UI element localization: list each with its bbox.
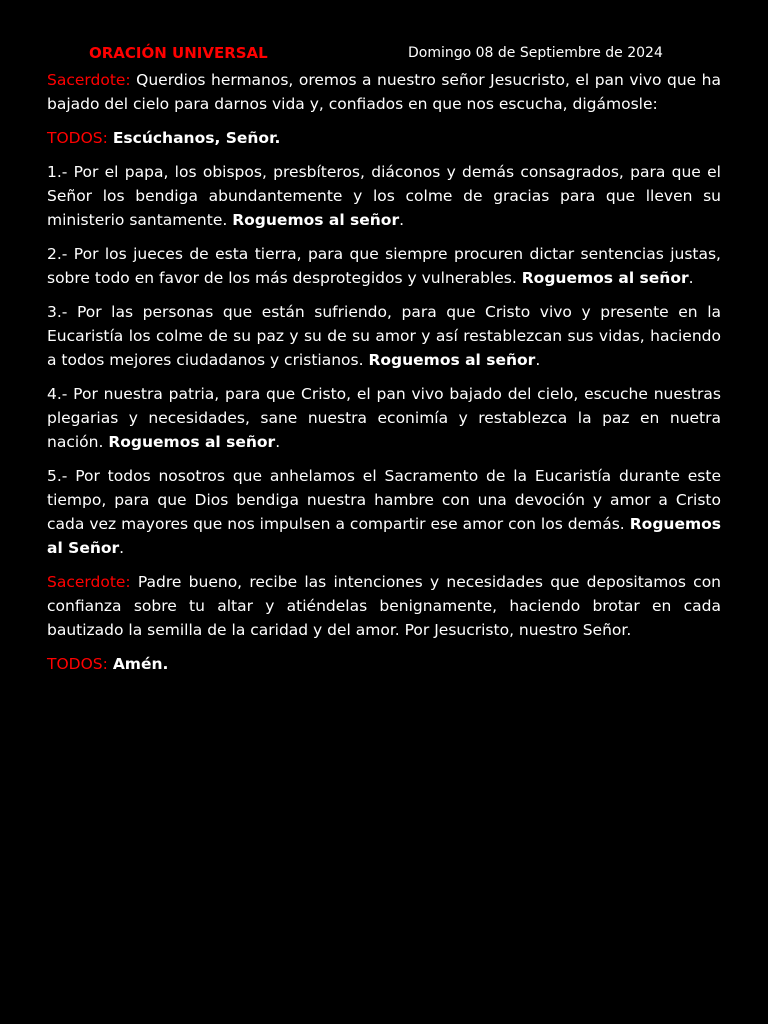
petition-ending: Roguemos al señor bbox=[521, 269, 689, 287]
final-response-speaker: TODOS: bbox=[47, 655, 108, 673]
petition-3 bbox=[47, 300, 721, 372]
response-paragraph bbox=[47, 126, 721, 150]
closing-text: Padre bueno, recibe las intenciones y necesidades que depositamos con confianza sobre tu altar y atiéndelas benignamente, haciendo brotar en cada bautizado la semilla de la caridad y del amor. Por Jesucristo, nuestro Señor. bbox=[47, 573, 721, 639]
petition-ending: Roguemos al señor bbox=[232, 211, 400, 229]
petition-2 bbox=[47, 242, 721, 290]
petition-period: . bbox=[688, 269, 694, 287]
petition-text: 1.- Por el papa, los obispos, presbíteros, diáconos y demás consagrados, para que el Señor los bendiga abundantemente y los colme de gracias para que lleven su ministerio santamente. bbox=[47, 163, 721, 229]
final-response-text: Amén. bbox=[112, 655, 169, 673]
petition-1 bbox=[47, 160, 721, 232]
petition-ending: Roguemos al señor bbox=[108, 433, 276, 451]
intro-paragraph bbox=[47, 68, 721, 116]
petition-period: . bbox=[535, 351, 541, 369]
final-response-paragraph bbox=[47, 652, 721, 676]
petition-text: 5.- Por todos nosotros que anhelamos el Sacramento de la Eucaristía durante este tiempo, para que Dios bendiga nuestra hambre con una devoción y amor a Cristo cada vez mayores que nos impulsen a compartir ese amor con los demás. bbox=[47, 467, 721, 533]
closing-paragraph bbox=[47, 570, 721, 642]
petition-period: . bbox=[119, 539, 125, 557]
petition-text: 4.- Por nuestra patria, para que Cristo, el pan vivo bajado del cielo, escuche nuestras plegarias y necesidades, sane nuestra econimía y restablezca la paz en nuetra nación. bbox=[47, 385, 721, 451]
petition-period: . bbox=[399, 211, 405, 229]
document-title: ORACIÓN UNIVERSAL bbox=[89, 44, 268, 62]
petition-text: 2.- Por los jueces de esta tierra, para que siempre procuren dictar sentencias justas, sobre todo en favor de los más desprotegidos y vulnerables. bbox=[47, 245, 721, 287]
petition-4 bbox=[47, 382, 721, 454]
document-page bbox=[47, 42, 721, 686]
petition-5 bbox=[47, 464, 721, 560]
closing-speaker: Sacerdote: bbox=[47, 573, 131, 591]
response-text: Escúchanos, Señor. bbox=[112, 129, 281, 147]
intro-text: Querdios hermanos, oremos a nuestro señor Jesucristo, el pan vivo que ha bajado del cielo para darnos vida y, confiados en que nos escucha, digámosle: bbox=[47, 71, 721, 113]
petition-ending: Roguemos al señor bbox=[368, 351, 536, 369]
document-header bbox=[47, 42, 721, 68]
document-date: Domingo 08 de Septiembre de 2024 bbox=[408, 45, 663, 61]
response-speaker: TODOS: bbox=[47, 129, 108, 147]
petition-text: 3.- Por las personas que están sufriendo, para que Cristo vivo y presente en la Eucaristía los colme de su paz y su de su amor y así restablezcan sus vidas, haciendo a todos mejores ciudadanos y cristianos. bbox=[47, 303, 721, 369]
petition-ending: Roguemos al Señor bbox=[47, 515, 721, 557]
petition-period: . bbox=[275, 433, 281, 451]
intro-speaker: Sacerdote: bbox=[47, 71, 131, 89]
